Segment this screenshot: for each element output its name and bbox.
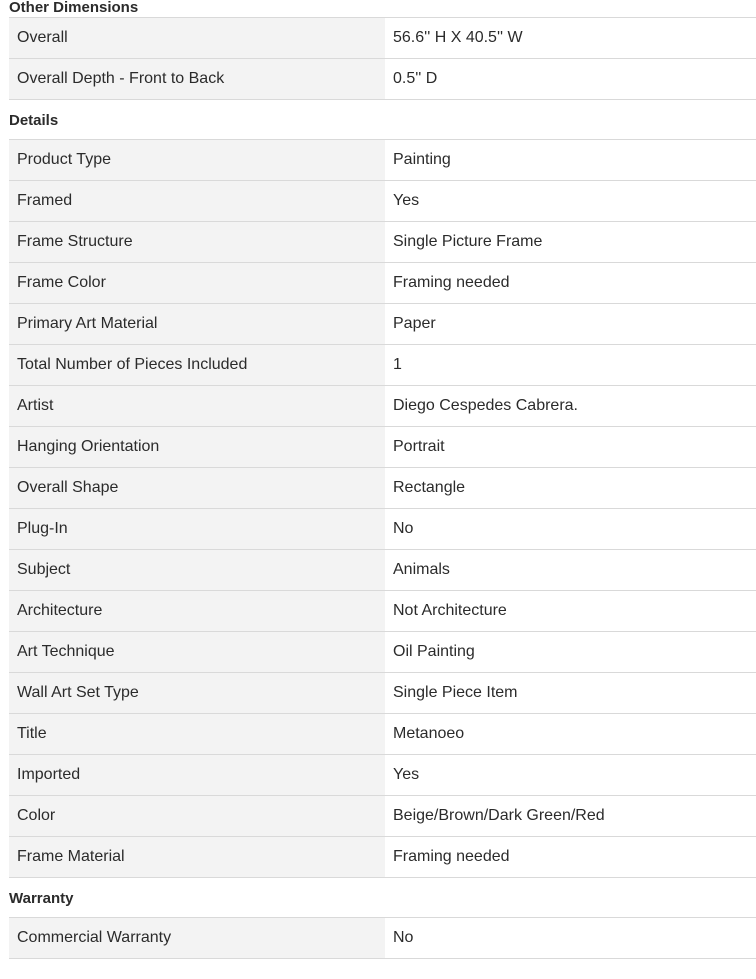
spec-value: Animals bbox=[385, 550, 756, 591]
spec-label: Total Number of Pieces Included bbox=[9, 345, 385, 386]
spec-label: Imported bbox=[9, 755, 385, 796]
spec-value: Diego Cespedes Cabrera. bbox=[385, 386, 756, 427]
spec-label: Overall Depth - Front to Back bbox=[9, 59, 385, 100]
table-row bbox=[9, 509, 756, 550]
spec-value: Not Architecture bbox=[385, 591, 756, 632]
table-row bbox=[9, 263, 756, 304]
section-title-warranty: Warranty bbox=[9, 890, 74, 907]
spec-label: Hanging Orientation bbox=[9, 427, 385, 468]
table-row bbox=[9, 18, 756, 59]
spec-value: 1 bbox=[385, 345, 756, 386]
table-row bbox=[9, 550, 756, 591]
spec-label: Plug-In bbox=[9, 509, 385, 550]
spec-label: Product Type bbox=[9, 140, 385, 181]
table-row bbox=[9, 427, 756, 468]
spec-label: Architecture bbox=[9, 591, 385, 632]
spec-value: No bbox=[385, 509, 756, 550]
spec-label: Overall Shape bbox=[9, 468, 385, 509]
spec-value: Painting bbox=[385, 140, 756, 181]
spec-value: Paper bbox=[385, 304, 756, 345]
details-table bbox=[9, 139, 756, 878]
table-row bbox=[9, 673, 756, 714]
spec-value: Single Piece Item bbox=[385, 673, 756, 714]
table-row bbox=[9, 304, 756, 345]
spec-value: Oil Painting bbox=[385, 632, 756, 673]
spec-label: Color bbox=[9, 796, 385, 837]
spec-value: Framing needed bbox=[385, 263, 756, 304]
table-row bbox=[9, 918, 756, 959]
other-dimensions-table bbox=[9, 17, 756, 100]
section-title-other-dimensions: Other Dimensions bbox=[9, 0, 139, 16]
spec-label: Artist bbox=[9, 386, 385, 427]
spec-value: Yes bbox=[385, 755, 756, 796]
spec-value: Yes bbox=[385, 181, 756, 222]
spec-value: No bbox=[385, 918, 756, 959]
spec-label: Frame Material bbox=[9, 837, 385, 878]
table-row bbox=[9, 386, 756, 427]
spec-label: Subject bbox=[9, 550, 385, 591]
spec-label: Frame Structure bbox=[9, 222, 385, 263]
table-row bbox=[9, 591, 756, 632]
spec-value: Metanoeo bbox=[385, 714, 756, 755]
warranty-table bbox=[9, 917, 756, 959]
spec-label: Primary Art Material bbox=[9, 304, 385, 345]
table-row bbox=[9, 837, 756, 878]
spec-value: Beige/Brown/Dark Green/Red bbox=[385, 796, 756, 837]
spec-label: Overall bbox=[9, 18, 385, 59]
table-row bbox=[9, 714, 756, 755]
table-row bbox=[9, 181, 756, 222]
table-row bbox=[9, 59, 756, 100]
table-row bbox=[9, 140, 756, 181]
spec-value: 56.6'' H X 40.5'' W bbox=[385, 18, 756, 59]
spec-label: Commercial Warranty bbox=[9, 918, 385, 959]
spec-label: Frame Color bbox=[9, 263, 385, 304]
table-row bbox=[9, 222, 756, 263]
table-row bbox=[9, 796, 756, 837]
table-row bbox=[9, 632, 756, 673]
spec-label: Title bbox=[9, 714, 385, 755]
spec-value: Framing needed bbox=[385, 837, 756, 878]
spec-value: Portrait bbox=[385, 427, 756, 468]
spec-label: Art Technique bbox=[9, 632, 385, 673]
table-row bbox=[9, 755, 756, 796]
table-row bbox=[9, 468, 756, 509]
spec-value: Single Picture Frame bbox=[385, 222, 756, 263]
spec-value: 0.5'' D bbox=[385, 59, 756, 100]
spec-value: Rectangle bbox=[385, 468, 756, 509]
table-row bbox=[9, 345, 756, 386]
spec-label: Wall Art Set Type bbox=[9, 673, 385, 714]
section-title-details: Details bbox=[9, 112, 59, 129]
spec-label: Framed bbox=[9, 181, 385, 222]
